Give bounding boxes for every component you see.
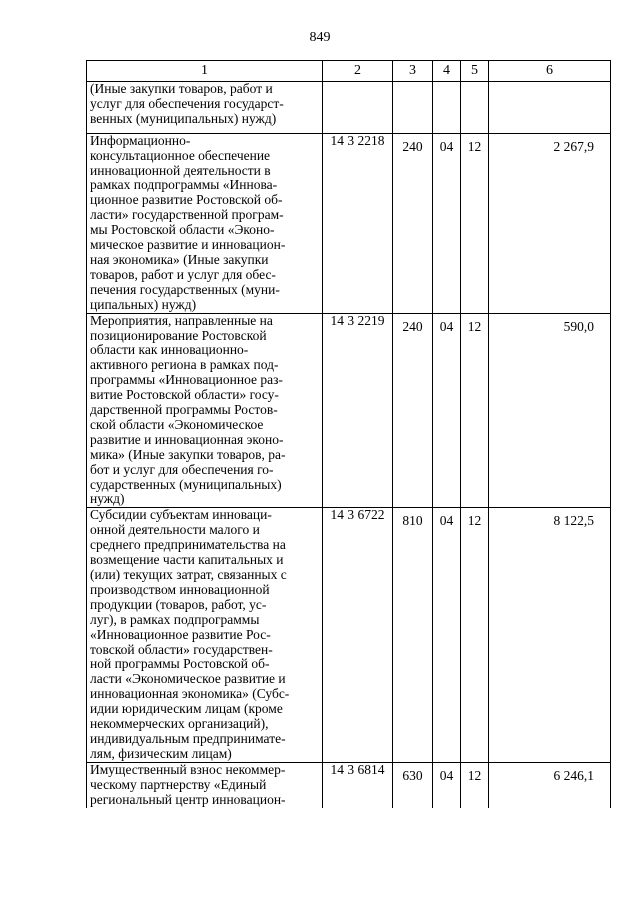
- row-pr: 12: [461, 508, 489, 762]
- column-header-code: 2: [323, 61, 393, 82]
- budget-table: [86, 60, 611, 808]
- row-vr: 240: [393, 313, 433, 508]
- row-vr: 240: [393, 133, 433, 313]
- row-rz: 04: [433, 508, 461, 762]
- row-code: [323, 82, 393, 134]
- row-pr: [461, 82, 489, 134]
- row-description: (Иные закупки товаров, работ и услуг для обеспечения государст- венных (муниципальных) нужд): [87, 82, 323, 134]
- row-vr: 630: [393, 762, 433, 807]
- table-header-row: [87, 61, 611, 82]
- row-description: Информационно- консультационное обеспечение инновационной деятельности в рамках подпрограммы «Иннова- ционное развитие Ростовской об- ласти» государственной програм- мы Ростовской области «Эконо- мическое развитие и инновацион- ная экономика» (Иные закупки товаров, работ и услуг для обес- печения государственных (муни- ципальных) нужд): [87, 133, 323, 313]
- row-pr: 12: [461, 313, 489, 508]
- row-rz: 04: [433, 313, 461, 508]
- row-pr: 12: [461, 762, 489, 807]
- row-rz: 04: [433, 762, 461, 807]
- table-row: [87, 762, 611, 807]
- row-rz: [433, 82, 461, 134]
- column-header-pr: 5: [461, 61, 489, 82]
- row-pr: 12: [461, 133, 489, 313]
- column-header-amount: 6: [489, 61, 611, 82]
- table-row: [87, 313, 611, 508]
- table-row: [87, 508, 611, 762]
- row-code: 14 3 6814: [323, 762, 393, 807]
- row-amount: 6 246,1: [489, 762, 611, 807]
- row-code: 14 3 2218: [323, 133, 393, 313]
- row-code: 14 3 2219: [323, 313, 393, 508]
- row-description: Мероприятия, направленные на позиционирование Ростовской области как инновационно- активного региона в рамках под- программы «Инновационное раз- витие Ростовской области» госу- дарственной программы Ростов- ской области «Экономическое развитие и инновационная эконо- мика» (Иные закупки товаров, ра- бот и услуг для обеспечения го- сударственных (муниципальных) нужд): [87, 313, 323, 508]
- column-header-rz: 4: [433, 61, 461, 82]
- row-amount: 2 267,9: [489, 133, 611, 313]
- table-row: [87, 133, 611, 313]
- column-header-name: 1: [87, 61, 323, 82]
- row-amount: [489, 82, 611, 134]
- row-vr: [393, 82, 433, 134]
- row-description: Субсидии субъектам инноваци- онной деятельности малого и среднего предпринимательства на возмещение части капитальных и (или) текущих затрат, связанных с производством инновационной продукции (товаров, работ, ус- луг), в рамках подпрограммы «Инновационное развитие Рос- товской области» государствен- ной программы Ростовской об- ласти «Экономическое развитие и инновационная экономика» (Субс- идии юридическим лицам (кроме некоммерческих организаций), индивидуальным предпринимате- лям, физическим лицам): [87, 508, 323, 762]
- row-rz: 04: [433, 133, 461, 313]
- page-number: 849: [309, 30, 331, 45]
- row-amount: 590,0: [489, 313, 611, 508]
- row-code: 14 3 6722: [323, 508, 393, 762]
- table-row: [87, 82, 611, 134]
- row-vr: 810: [393, 508, 433, 762]
- row-amount: 8 122,5: [489, 508, 611, 762]
- column-header-vr: 3: [393, 61, 433, 82]
- row-description: Имущественный взнос некоммер- ческому партнерству «Единый региональный центр инновацион-: [87, 762, 323, 807]
